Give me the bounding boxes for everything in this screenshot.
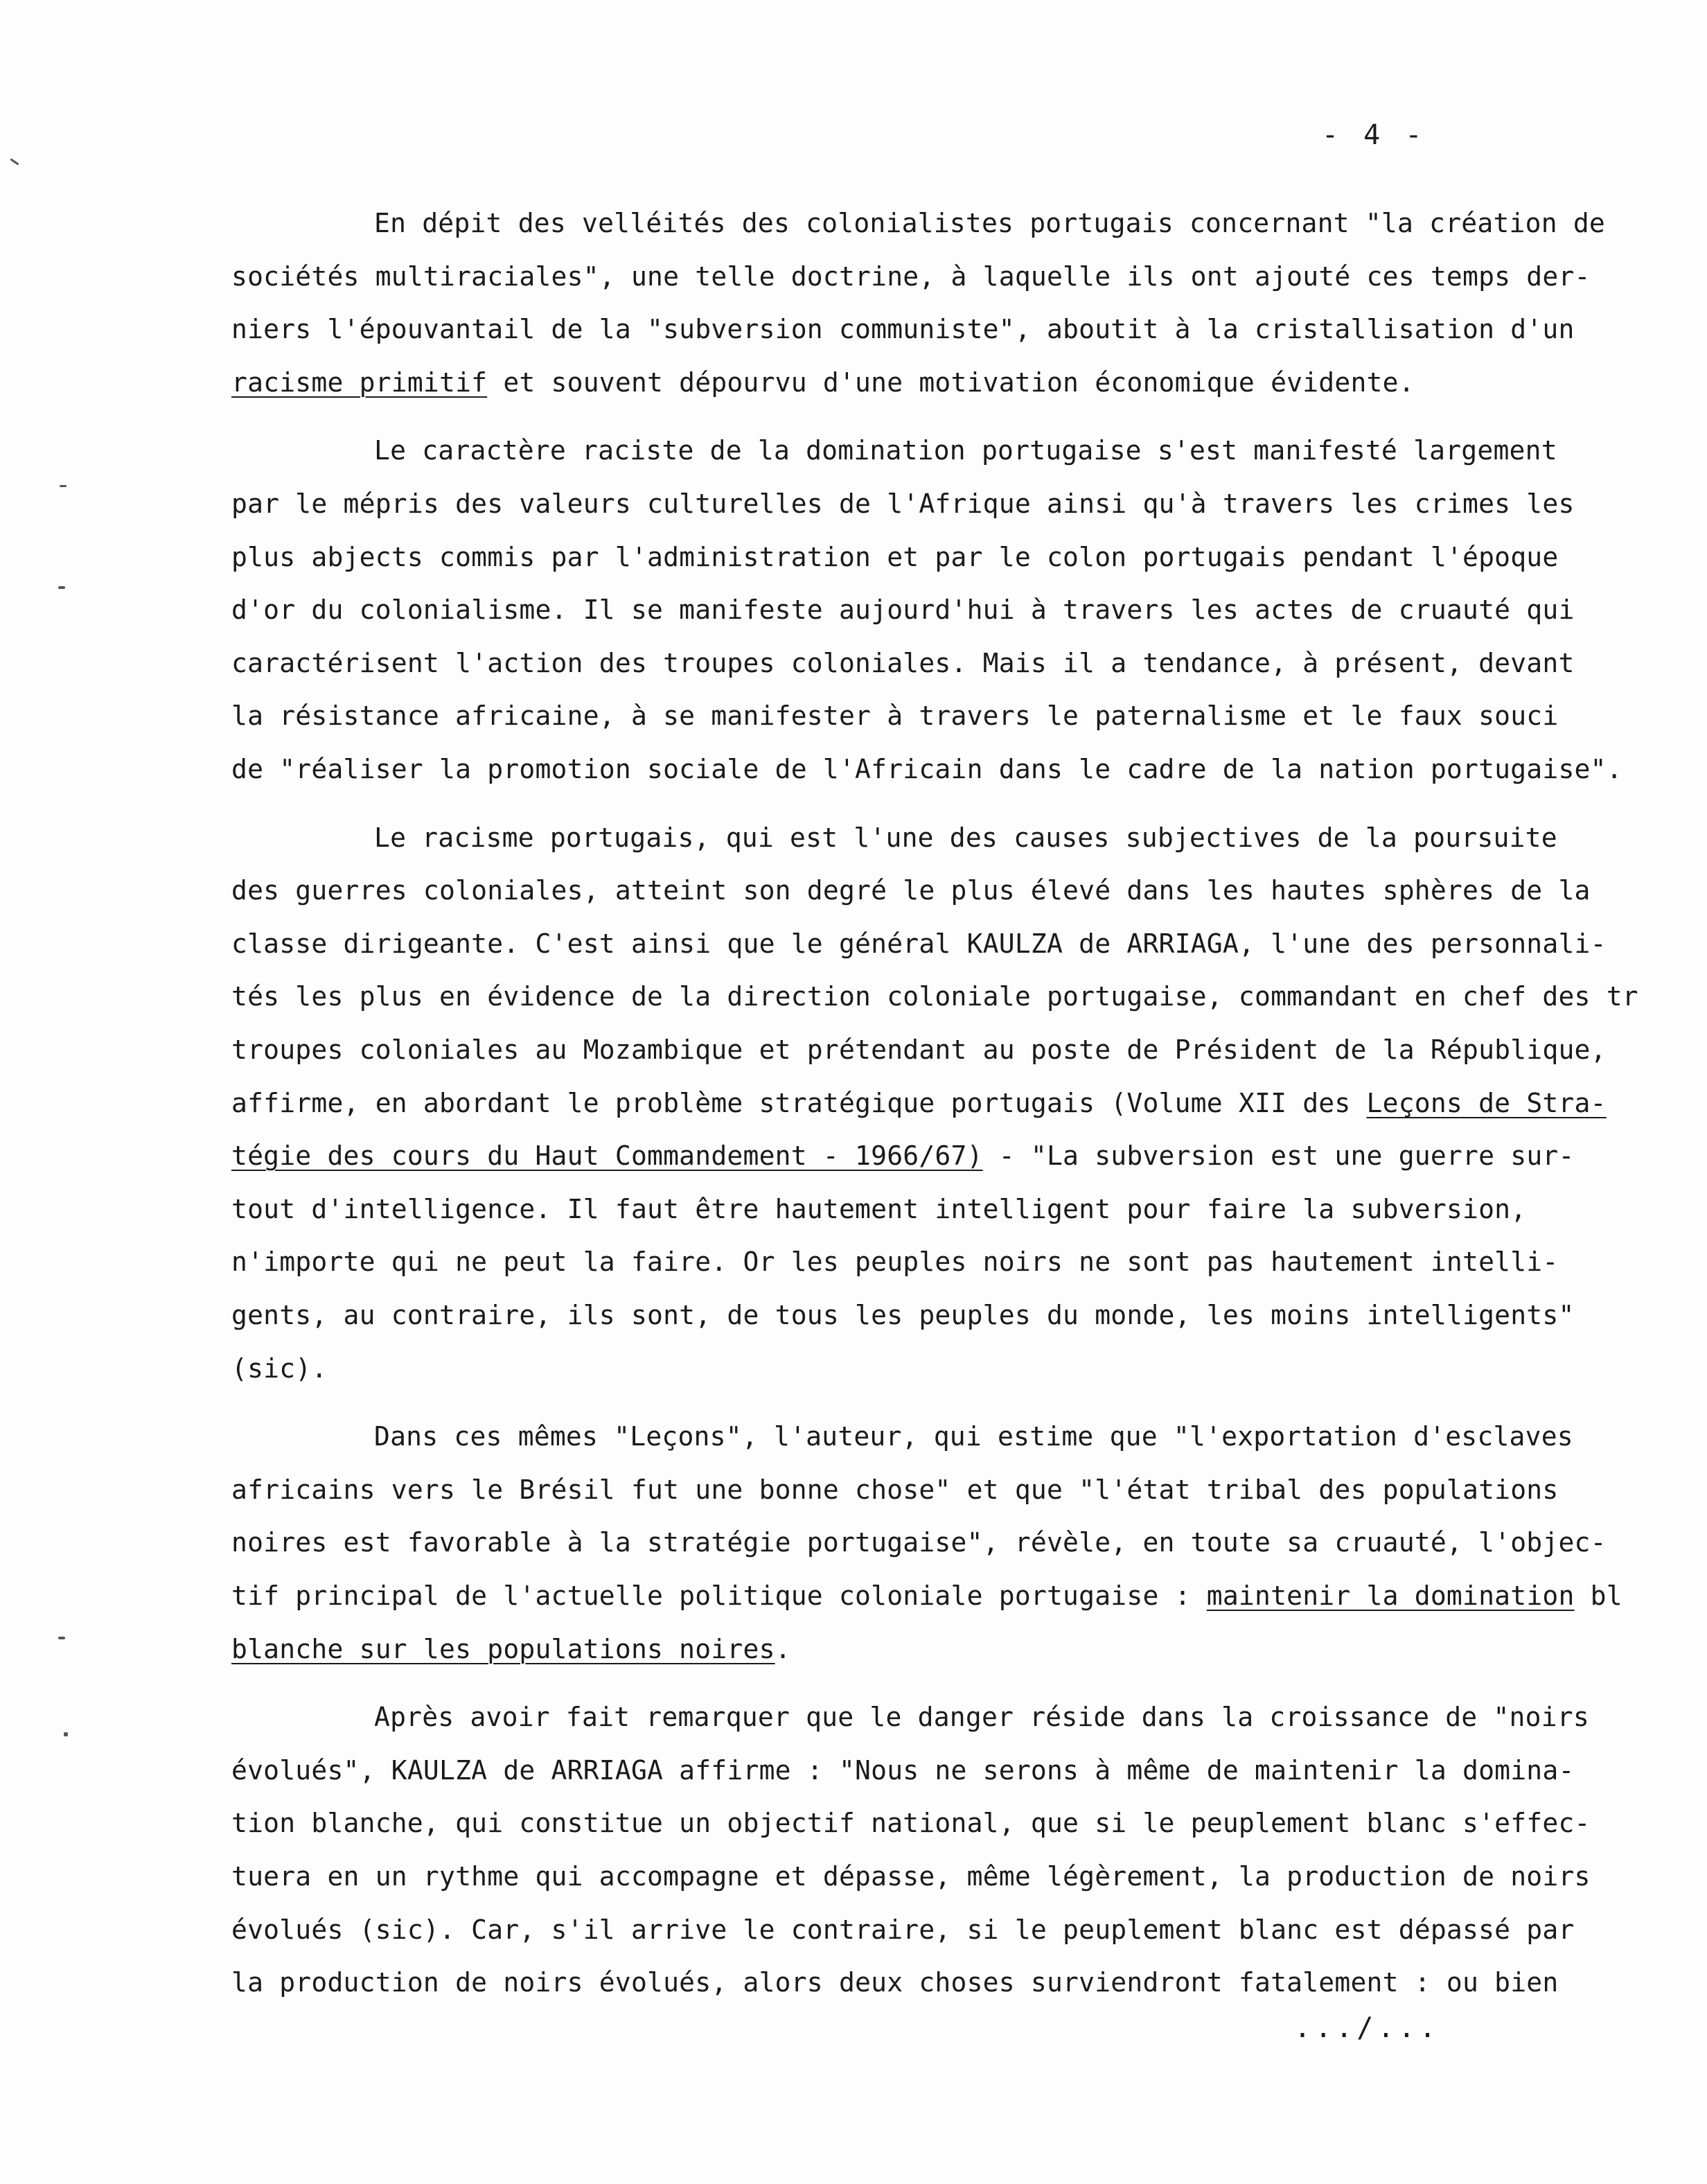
text-segment: évolués (sic). Car, s'il arrive le contraire, si le peuplement blanc est dépassé par: [231, 1914, 1575, 1945]
text-segment: la résistance africaine, à se manifester à travers le paternalisme et le faux souci: [231, 701, 1559, 731]
text-line: [231, 1861, 1591, 1892]
text-segment: noires est favorable à la stratégie portugaise", révèle, en toute sa cruauté, l'objec-: [231, 1527, 1607, 1558]
underlined-text: maintenir la domination: [1206, 1580, 1575, 1611]
text-segment: niers l'épouvantail de la "subversion communiste", aboutit à la cristallisation d'un: [231, 314, 1575, 344]
text-segment: plus abjects commis par l'administration et par le colon portugais pendant l'époque: [231, 542, 1559, 572]
text-line: [231, 595, 1575, 625]
text-segment: Dans ces mêmes "Leçons", l'auteur, qui estime que "l'exportation d'esclaves: [374, 1421, 1573, 1452]
text-line: [231, 1808, 1591, 1838]
text-segment: évolués", KAULZA de ARRIAGA affirme : "Nous ne serons à même de maintenir la domina-: [231, 1755, 1575, 1786]
text-segment: affirme, en abordant le problème stratégique portugais (Volume XII des: [231, 1088, 1367, 1118]
underlined-text: tégie des cours du Haut Commandement - 1966/67): [231, 1141, 983, 1171]
text-line: [231, 981, 1638, 1012]
text-segment: des guerres coloniales, atteint son degré le plus élevé dans les hautes sphères de la: [231, 875, 1591, 906]
text-line: [231, 1034, 1607, 1065]
text-line: [231, 261, 1591, 292]
text-segment: tion blanche, qui constitue un objectif national, que si le peuplement blanc s'effec-: [231, 1808, 1591, 1838]
text-segment: En dépit des velléités des colonialistes portugais concernant "la création de: [374, 208, 1606, 238]
text-segment: Après avoir fait remarquer que le danger réside dans la croissance de "noirs: [374, 1702, 1589, 1732]
text-line: [231, 314, 1575, 344]
text-line: [231, 1300, 1575, 1330]
text-segment: sociétés multiraciales", une telle doctrine, à laquelle ils ont ajouté ces temps der-: [231, 261, 1591, 292]
text-line: [231, 875, 1591, 906]
text-segment: tés les plus en évidence de la direction coloniale portugaise, commandant en chef des tr: [231, 981, 1638, 1012]
paragraph-first-line: [374, 1702, 1589, 1732]
text-line: [231, 1634, 791, 1664]
text-segment: .: [775, 1634, 791, 1664]
scan-speck: [60, 485, 67, 487]
scan-speck: [58, 586, 65, 589]
text-line: [231, 648, 1575, 678]
text-segment: tout d'intelligence. Il faut être hautement intelligent pour faire la subversion,: [231, 1194, 1527, 1224]
text-line: [231, 1527, 1607, 1558]
scan-speck: [64, 1732, 68, 1736]
paragraph-first-line: [374, 208, 1605, 238]
text-line: [231, 701, 1558, 731]
text-line: [231, 1141, 1575, 1171]
text-line: [231, 1755, 1575, 1786]
text-line: [231, 488, 1575, 519]
text-segment: classe dirigeante. C'est ainsi que le général KAULZA de ARRIAGA, l'une des personnali-: [231, 928, 1607, 959]
underlined-text: racisme primitif: [231, 367, 488, 398]
text-line: [231, 1194, 1526, 1224]
text-segment: troupes coloniales au Mozambique et prétendant au poste de Président de la République,: [231, 1034, 1607, 1065]
underlined-text: blanche sur les populations noires: [231, 1634, 775, 1664]
text-segment: (sic).: [231, 1353, 328, 1384]
text-segment: tuera en un rythme qui accompagne et dépasse, même légèrement, la production de noirs: [231, 1861, 1591, 1892]
text-line: [231, 928, 1607, 959]
paragraph-first-line: [374, 822, 1557, 853]
text-segment: Le caractère raciste de la domination portugaise s'est manifesté largement: [374, 435, 1557, 466]
text-line: [231, 1088, 1607, 1118]
page-number: - 4 -: [1322, 119, 1426, 151]
text-segment: et souvent dépourvu d'une motivation économique évidente.: [487, 367, 1415, 398]
text-line: [231, 367, 1415, 398]
text-segment: d'or du colonialisme. Il se manifeste aujourd'hui à travers les actes de cruauté qui: [231, 595, 1575, 625]
scan-speck: [58, 1637, 65, 1639]
text-segment: n'importe qui ne peut la faire. Or les peuples noirs ne sont pas hautement intelli-: [231, 1247, 1559, 1277]
text-segment: bl: [1574, 1580, 1622, 1611]
text-segment: - "La subversion est une guerre sur-: [982, 1141, 1575, 1171]
text-line: [231, 1914, 1575, 1945]
paragraph-first-line: [374, 1421, 1573, 1452]
continuation-marker: .../...: [1294, 2012, 1440, 2044]
paragraph-first-line: [374, 435, 1557, 466]
text-segment: tif principal de l'actuelle politique coloniale portugaise :: [231, 1580, 1207, 1611]
text-line: [231, 1474, 1558, 1505]
scan-speck: [10, 158, 19, 165]
text-line: [231, 1353, 327, 1384]
text-segment: de "réaliser la promotion sociale de l'Africain dans le cadre de la nation portugaise".: [231, 754, 1622, 784]
underlined-text: Leçons de Stra-: [1366, 1088, 1607, 1118]
text-line: [231, 1247, 1558, 1277]
text-segment: la production de noirs évolués, alors deux choses surviendront fatalement : ou bien: [231, 1967, 1559, 1998]
text-line: [231, 542, 1558, 572]
text-segment: africains vers le Brésil fut une bonne chose" et que "l'état tribal des populations: [231, 1474, 1559, 1505]
text-segment: Le racisme portugais, qui est l'une des causes subjectives de la poursuite: [374, 822, 1557, 853]
text-line: [231, 754, 1622, 784]
text-segment: gents, au contraire, ils sont, de tous les peuples du monde, les moins intelligents": [231, 1300, 1575, 1330]
text-segment: caractérisent l'action des troupes coloniales. Mais il a tendance, à présent, devant: [231, 648, 1575, 678]
text-line: [231, 1967, 1558, 1998]
text-line: [231, 1580, 1622, 1611]
text-segment: par le mépris des valeurs culturelles de l'Afrique ainsi qu'à travers les crimes les: [231, 488, 1575, 519]
